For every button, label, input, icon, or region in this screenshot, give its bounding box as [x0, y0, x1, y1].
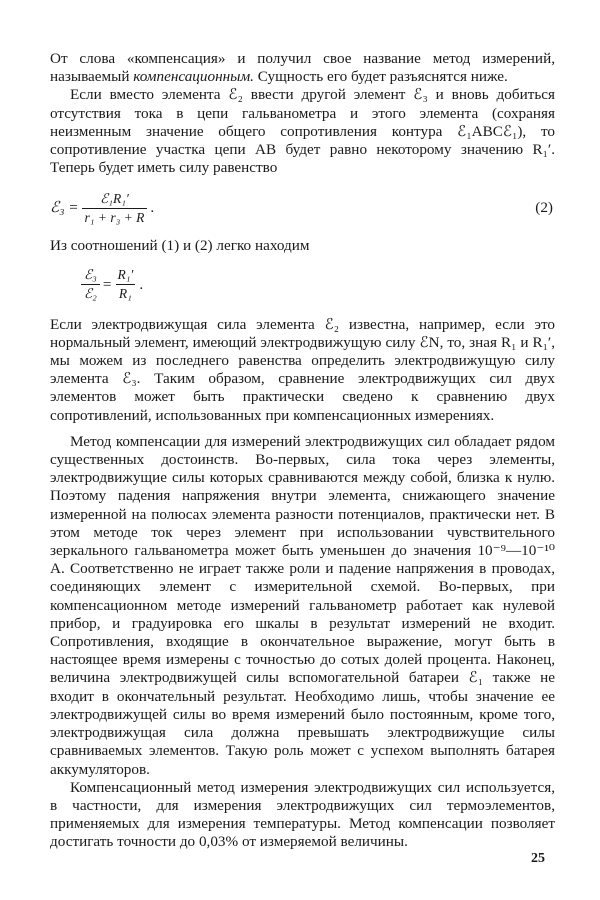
equation-2-numerator: ℰ₁R₁′: [100, 190, 129, 206]
equation-3-rhs-numerator: R₁′: [117, 267, 134, 283]
equation-3-lhs-denominator: ℰ₂: [81, 284, 100, 302]
page-number: 25: [531, 851, 545, 866]
equation-3-rhs-fraction: [114, 267, 136, 302]
equation-3-rhs-denominator: R₁: [116, 284, 135, 302]
paragraph-1-text: От слова «компенсация» и получил свое название метод измерений, называемый: [50, 50, 555, 86]
paragraph-1-tail: Сущность его будет разъяснятся ниже.: [253, 68, 508, 86]
equation-2-body: [50, 187, 154, 229]
paragraph-5: Метод компенсации для измерений электродвижущих сил обладает рядом существенных достоинств. Во-первых, сила тока через элементы, электродвижущие силы которых сравниваются между собой, близка к нулю. Поэтому падения напряжения внутри элемента, снижающего значение измеренной на полюсах элемента разности потенциалов, практически нет. В этом методе ток через элемент при использовании чувствительного зеркального гальванометра может быть уменьшен до значения 10⁻⁹—10⁻¹⁰ А. Соответственно не играет также роли и падение напряжения в проводах, соединяющих элемент с измерительной схемой. Во-первых, при компенсационном методе измерений гальванометр работает как нулевой прибор, и градуировка его шкалы в результат измерений не входит. Сопротивления, входящие в окончательное выражение, могут быть в настоящее время измерены с точностью до сотых долей процента. Наконец, величина электродвижущей силы вспомогательной батареи ℰ₁ также не входит в окончательный результат. Необходимо лишь, чтобы значение ее электродвижущей силы во время измерений было постоянным, кроме того, электродвижущая сила должна превышать электродвижущие силы сравниваемых элементов. Такую роль может с успехом выполнять батарея аккумуляторов.: [50, 432, 555, 778]
equation-2-fraction: [82, 191, 148, 226]
paragraph-4: Если электродвижущая сила элемента ℰ₂ известна, например, если это нормальный элемент, имеющий электродвижущую силу ℰN, то, зная R₁ и R₁′, мы можем из последнего равенства определить электродвижущую силу элемента ℰ₃. Таким образом, сравнение электродвижущих сил двух элементов может быть практически сведено к сравнению двух сопротивлений, использованных при компенсационных измерениях.: [50, 315, 555, 424]
equation-2: [50, 187, 555, 229]
equation-3-lhs-fraction: [81, 267, 100, 302]
italic-term: компенсационным.: [133, 68, 254, 86]
equation-3-lhs-numerator: ℰ₃: [84, 267, 97, 283]
equation-2-lhs: ℰ₃ =: [50, 199, 79, 217]
equation-3-tail: .: [139, 275, 144, 293]
paragraph-1: [50, 50, 555, 86]
equation-3-equals: =: [102, 275, 112, 293]
paragraph-3: Из соотношений (1) и (2) легко находим: [50, 237, 310, 255]
page-body: [50, 50, 555, 852]
paragraph-2: Если вместо элемента ℰ₂ ввести другой элемент ℰ₃ и вновь добиться отсутствия тока в цепи гальванометра и этого элемента (сохраняя неизменным значение общего сопротивления контура ℰ₁ABCℰ₁), то сопротивление участка цепи AB будет равно некоторому значению R₁′. Теперь будет иметь силу равенство: [50, 86, 555, 177]
equation-3: [78, 262, 555, 308]
equation-2-number: (2): [535, 199, 553, 217]
equation-2-denominator: r₁ + r₃ + R: [82, 208, 148, 226]
equation-2-tail: .: [150, 199, 155, 217]
paragraph-6: Компенсационный метод измерения электродвижущих сил используется, в частности, для измерения электродвижущих сил термоэлементов, применяемых для измерения температуры. Метод компенсации позволяет достигать точности до 0,03% от измеряемой величины.: [50, 778, 555, 851]
